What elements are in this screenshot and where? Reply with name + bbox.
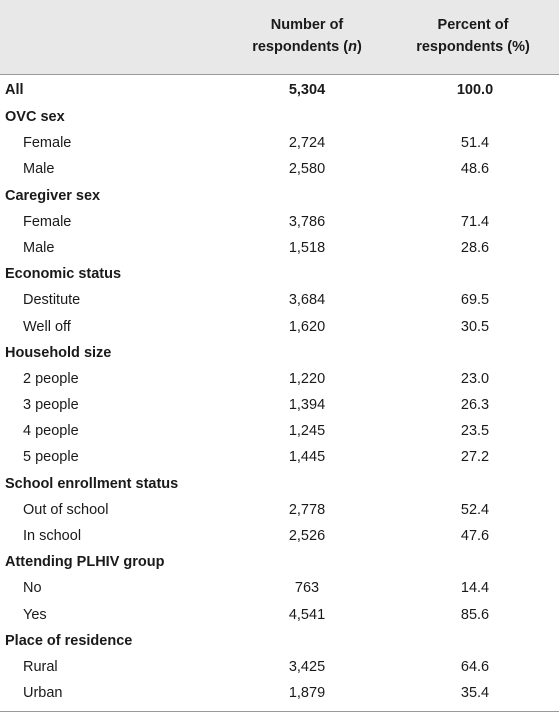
row-count: 1,620 <box>288 318 326 335</box>
table-bottom-rule <box>0 711 559 712</box>
total-row <box>0 75 559 105</box>
header-col2-close: ) <box>356 39 362 55</box>
row-label: OVC sex <box>5 109 65 125</box>
header-col3-line2: respondents (%) <box>416 39 530 55</box>
table-row <box>0 655 559 681</box>
header-col2-italic: n <box>348 39 357 55</box>
table-row <box>0 315 559 341</box>
header-col2-line2: respondents ( <box>252 39 349 55</box>
table-row <box>0 524 559 550</box>
row-percent: 26.3 <box>460 397 490 414</box>
row-percent: 71.4 <box>460 213 490 230</box>
table-header <box>0 0 559 75</box>
group-heading-row <box>0 341 559 367</box>
row-percent: 52.4 <box>460 501 490 518</box>
row-label: Female <box>23 213 72 230</box>
row-label: 5 people <box>23 449 79 466</box>
group-heading-row <box>0 550 559 576</box>
row-count: 5,304 <box>288 82 326 98</box>
row-percent: 69.5 <box>460 292 490 309</box>
row-count: 1,879 <box>288 685 326 702</box>
row-percent: 23.0 <box>460 370 490 387</box>
table-row <box>0 157 559 183</box>
group-heading-row <box>0 105 559 131</box>
table-row <box>0 393 559 419</box>
table-row <box>0 681 559 707</box>
row-count: 3,425 <box>288 658 326 675</box>
table-row <box>0 131 559 157</box>
table-row <box>0 419 559 445</box>
row-label: 4 people <box>23 423 79 440</box>
row-label: All <box>5 82 24 98</box>
table-row <box>0 498 559 524</box>
header-percent-of-respondents <box>388 14 558 58</box>
table-body <box>0 75 559 707</box>
table-row <box>0 576 559 602</box>
row-percent: 51.4 <box>460 135 490 152</box>
row-label: Urban <box>23 685 63 702</box>
row-label: Out of school <box>23 501 109 518</box>
table-row <box>0 367 559 393</box>
header-col3-line1: Percent of <box>437 17 509 33</box>
group-heading-row <box>0 472 559 498</box>
group-heading-row <box>0 184 559 210</box>
row-percent: 47.6 <box>460 528 490 544</box>
row-count: 3,786 <box>288 213 326 230</box>
header-col2-line1: Number of <box>270 17 344 33</box>
group-heading-row <box>0 629 559 655</box>
row-count: 2,778 <box>288 501 326 518</box>
row-label: No <box>23 580 42 597</box>
row-label: School enrollment status <box>5 475 179 492</box>
row-percent: 64.6 <box>460 658 490 675</box>
row-percent: 35.4 <box>460 685 490 702</box>
row-count: 2,724 <box>288 135 326 152</box>
row-label: Household size <box>5 344 112 361</box>
table-row <box>0 236 559 262</box>
table-row <box>0 288 559 314</box>
row-label: Place of residence <box>5 632 133 649</box>
row-percent: 14.4 <box>460 580 490 597</box>
row-percent: 85.6 <box>460 606 490 623</box>
row-label: Economic status <box>5 266 122 283</box>
row-count: 1,518 <box>288 239 326 256</box>
row-label: Male <box>23 161 55 178</box>
row-label: Male <box>23 239 55 256</box>
row-percent: 48.6 <box>460 161 490 178</box>
group-heading-row <box>0 262 559 288</box>
row-count: 3,684 <box>288 292 326 309</box>
row-label: 3 people <box>23 397 79 414</box>
table-row <box>0 603 559 629</box>
row-label: Yes <box>23 606 47 623</box>
row-count: 2,526 <box>288 528 326 544</box>
row-label: Well off <box>23 318 71 335</box>
row-percent: 27.2 <box>460 449 490 466</box>
table-row <box>0 445 559 471</box>
row-label: Rural <box>23 658 58 675</box>
row-label: 2 people <box>23 370 79 387</box>
row-count: 2,580 <box>288 161 326 178</box>
row-label: Attending PLHIV group <box>5 554 165 571</box>
row-percent: 23.5 <box>460 423 490 440</box>
row-count: 1,220 <box>288 370 326 387</box>
table-row <box>0 210 559 236</box>
row-percent: 28.6 <box>460 239 490 256</box>
row-label: Destitute <box>23 292 81 309</box>
row-label: Female <box>23 135 72 152</box>
row-count: 4,541 <box>288 606 326 623</box>
row-count: 1,394 <box>288 397 326 414</box>
row-count: 1,445 <box>288 449 326 466</box>
row-label: In school <box>23 528 82 544</box>
row-percent: 100.0 <box>456 82 494 98</box>
row-label: Caregiver sex <box>5 187 101 204</box>
row-percent: 30.5 <box>460 318 490 335</box>
row-count: 1,245 <box>288 423 326 440</box>
row-count: 763 <box>294 580 320 597</box>
header-number-of-respondents <box>232 14 382 58</box>
